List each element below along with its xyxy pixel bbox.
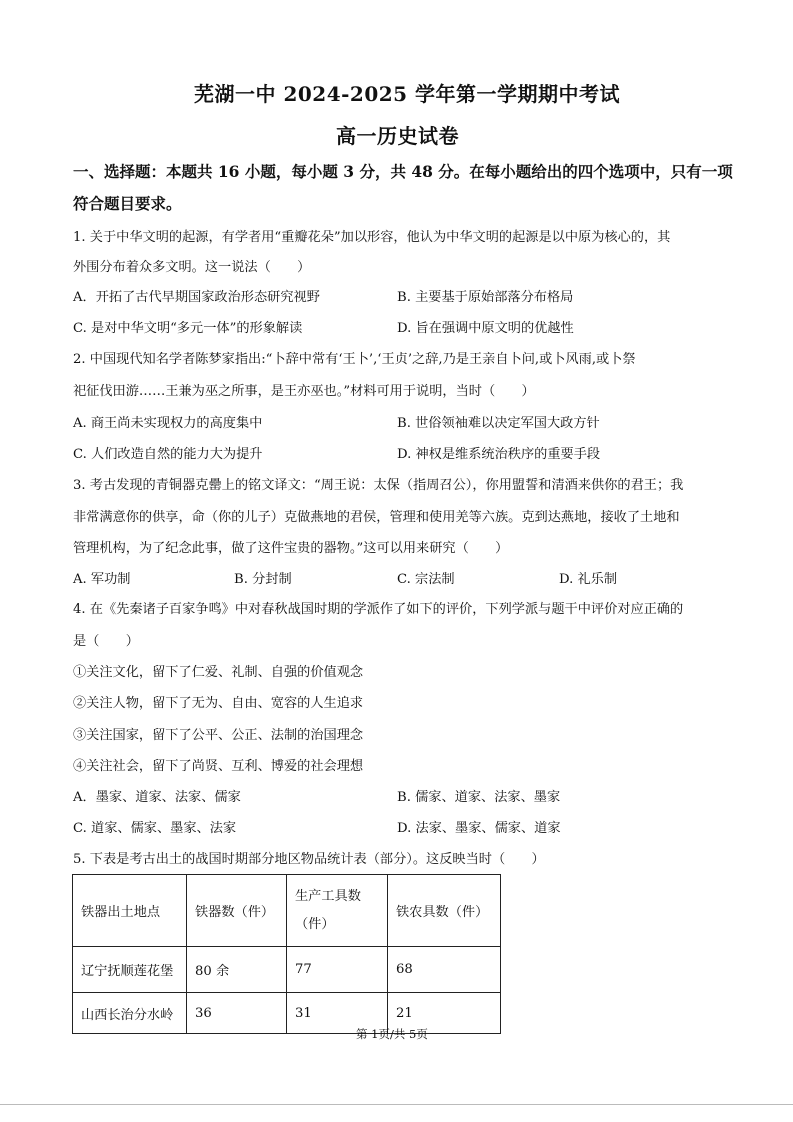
question-3-stem-line1: 3. 考古发现的青铜器克罍上的铭文译文：“周王说：太保（指周召公），你用盟誓和清酒来供你的君王；我 xyxy=(73,478,684,493)
page-bottom-divider xyxy=(0,1104,793,1105)
table-header-cell: 铁器数（件） xyxy=(187,875,287,947)
table-header-text: 生产工具数（件） xyxy=(295,888,361,932)
exam-subtitle: 高一历史试卷 xyxy=(336,124,459,148)
table-cell: 77 xyxy=(287,947,388,993)
section-heading-line2: 符合题目要求。 xyxy=(73,194,182,213)
question-3-option-a: A. 军功制 xyxy=(73,572,131,587)
question-4-item-4: ④关注社会，留下了尚贤、互利、博爱的社会理想 xyxy=(73,759,364,774)
question-1-stem-line1: 1. 关于中华文明的起源，有学者用“重瓣花朵”加以形容，他认为中华文明的起源是以中原为核心的，其 xyxy=(73,230,671,245)
question-4-option-b: B. 儒家、道家、法家、墨家 xyxy=(397,790,561,805)
table-cell: 21 xyxy=(388,993,501,1034)
page-number: 第 1页/共 5页 xyxy=(356,1027,428,1041)
table-row xyxy=(73,993,501,1034)
question-4-stem-line1: 4. 在《先秦诸子百家争鸣》中对春秋战国时期的学派作了如下的评价，下列学派与题干中评价对应正确的 xyxy=(73,602,684,617)
question-4-stem-line2: 是（ ） xyxy=(73,634,139,649)
table-cell: 山西长治分水岭 xyxy=(73,993,187,1034)
section-heading-line1: 一、选择题：本题共 16 小题，每小题 3 分，共 48 分。在每小题给出的四个选项中，只有一项 xyxy=(73,162,733,181)
table-cell: 辽宁抚顺莲花堡 xyxy=(73,947,187,993)
question-2-stem-line2: 祀征伐田游……王兼为巫之所事，是王亦巫也。”材料可用于说明，当时（ ） xyxy=(73,384,535,399)
table-row xyxy=(73,947,501,993)
question-2-option-b: B. 世俗领袖难以决定军国大政方针 xyxy=(397,416,600,431)
question-2-option-c: C. 人们改造自然的能力大为提升 xyxy=(73,447,263,462)
question-3-stem-line2: 非常满意你的供享，命（你的儿子）克做燕地的君侯，管理和使用羌等六族。克到达燕地，接收了土地和 xyxy=(73,510,680,525)
table-header-cell: 铁器出土地点 xyxy=(73,875,187,947)
question-1-stem-line2: 外围分布着众多文明。这一说法（ ） xyxy=(73,260,311,275)
question-4-option-a: A．墨家、道家、法家、儒家 xyxy=(73,790,241,805)
question-3-option-d: D. 礼乐制 xyxy=(559,572,618,587)
exam-title: 芜湖一中 2024-2025 学年第一学期期中考试 xyxy=(194,82,621,106)
question-2-option-d: D. 神权是维系统治秩序的重要手段 xyxy=(397,447,601,462)
question-4-option-c: C. 道家、儒家、墨家、法家 xyxy=(73,821,237,836)
question-3-stem-line3: 管理机构，为了纪念此事，做了这件宝贵的器物。”这可以用来研究（ ） xyxy=(73,541,509,556)
table-cell: 36 xyxy=(187,993,287,1034)
question-2-option-a: A. 商王尚未实现权力的高度集中 xyxy=(73,416,263,431)
question-1-option-b: B. 主要基于原始部落分布格局 xyxy=(397,290,574,305)
table-header-row xyxy=(73,875,501,947)
question-1-option-a: A．开拓了古代早期国家政治形态研究视野 xyxy=(73,290,320,305)
question-4-option-d: D. 法家、墨家、儒家、道家 xyxy=(397,821,561,836)
question-4-item-1: ①关注文化，留下了仁爱、礼制、自强的价值观念 xyxy=(73,665,364,680)
question-4-item-3: ③关注国家，留下了公平、公正、法制的治国理念 xyxy=(73,728,364,743)
table-header-cell xyxy=(287,875,388,947)
question-1-option-d: D. 旨在强调中原文明的优越性 xyxy=(397,321,574,336)
question-5-table xyxy=(72,874,501,1034)
question-1-option-c: C. 是对中华文明“多元一体”的形象解读 xyxy=(73,321,303,336)
table-cell: 68 xyxy=(388,947,501,993)
table-cell: 80 余 xyxy=(187,947,287,993)
table-header-cell: 铁农具数（件） xyxy=(388,875,501,947)
question-2-stem-line1: 2. 中国现代知名学者陈梦家指出:“卜辞中常有‘王卜’,‘王贞’之辞,乃是王亲自卜问,或卜风雨,或卜祭 xyxy=(73,352,636,367)
question-5-stem-line1: 5. 下表是考古出土的战国时期部分地区物品统计表（部分）。这反映当时（ ） xyxy=(73,852,545,867)
question-3-option-c: C. 宗法制 xyxy=(397,572,455,587)
question-4-item-2: ②关注人物，留下了无为、自由、宽容的人生追求 xyxy=(73,696,364,711)
table-cell: 31 xyxy=(287,993,388,1034)
question-3-option-b: B. 分封制 xyxy=(234,572,292,587)
